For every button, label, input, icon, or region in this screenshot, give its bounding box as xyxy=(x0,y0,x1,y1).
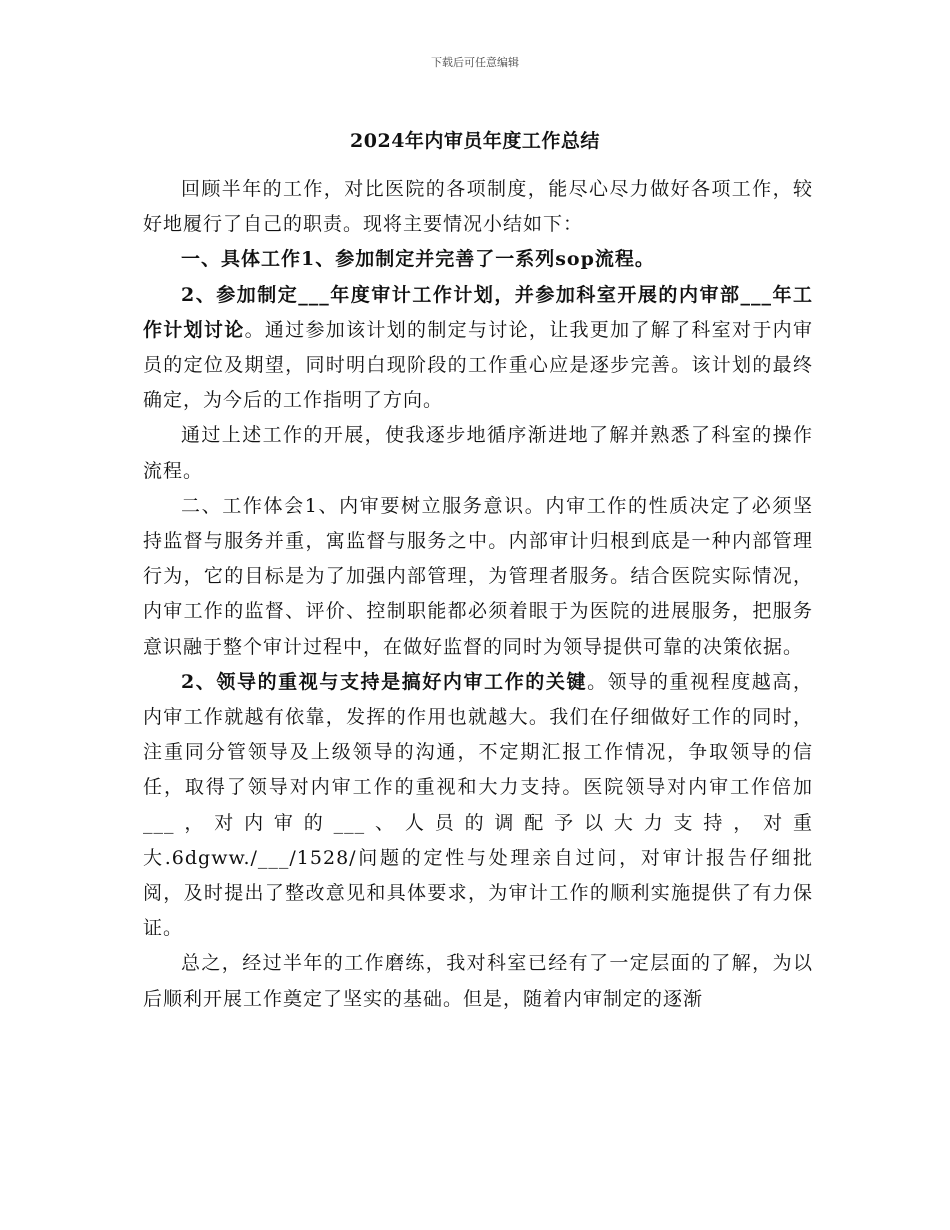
paragraph-intro: 回顾半年的工作，对比医院的各项制度，能尽心尽力做好各项工作，较好地履行了自己的职责。现将主要情况小结如下： xyxy=(143,178,813,236)
document-title: 2024年内审员年度工作总结 xyxy=(350,130,600,152)
paragraph-leadership-support: 2、领导的重视与支持是搞好内审工作的关键。领导的重视程度越高，内审工作就越有依靠，发挥的作用也就越大。我们在仔细做好工作的同时，注重同分管领导及上级领导的沟通，不定期汇报工作情况，争取领导的信任，取得了领导对内审工作的重视和大力支持。医院领导对内审工作倍加___，对内审的___、人员的调配予以大力支持，对重大.6dgww./___/1528/问题的定性与处理亲自过问，对审计报告仔细批阅，及时提出了整改意见和具体要求，为审计工作的顺利实施提供了有力保证。 xyxy=(143,670,813,940)
header-note: 下载后可任意编辑 xyxy=(431,56,519,69)
document-body xyxy=(143,172,813,1017)
paragraph-plan-participation: 2、参加制定___年度审计工作计划，并参加科室开展的内审部___年工作计划讨论。通过参加该计划的制定与讨论，让我更加了解了科室对于内审员的定位及期望，同时明白现阶段的工作重心应是逐步完善。该计划的最终确定，为今后的工作指明了方向。 xyxy=(143,283,813,412)
paragraph-conclusion: 总之，经过半年的工作磨练，我对科室已经有了一定层面的了解，为以后顺利开展工作奠定了坚实的基础。但是，随着内审制定的逐渐 xyxy=(143,952,813,1010)
paragraph-section-1-heading: 一、具体工作1、参加制定并完善了一系列sop流程。 xyxy=(181,248,655,271)
paragraph-section-2-service: 二、工作体会1、内审要树立服务意识。内审工作的性质决定了必须坚持监督与服务并重，寓监督与服务之中。内部审计归根到底是一种内部管理行为，它的目标是为了加强内部管理，为管理者服务。结合医院实际情况，内审工作的监督、评价、控制职能都必须着眼于为医院的进展服务，把服务意识融于整个审计过程中，在做好监督的同时为领导提供可靠的决策依据。 xyxy=(143,494,813,658)
paragraph-workflow: 通过上述工作的开展，使我逐步地循序渐进地了解并熟悉了科室的操作流程。 xyxy=(143,424,813,482)
